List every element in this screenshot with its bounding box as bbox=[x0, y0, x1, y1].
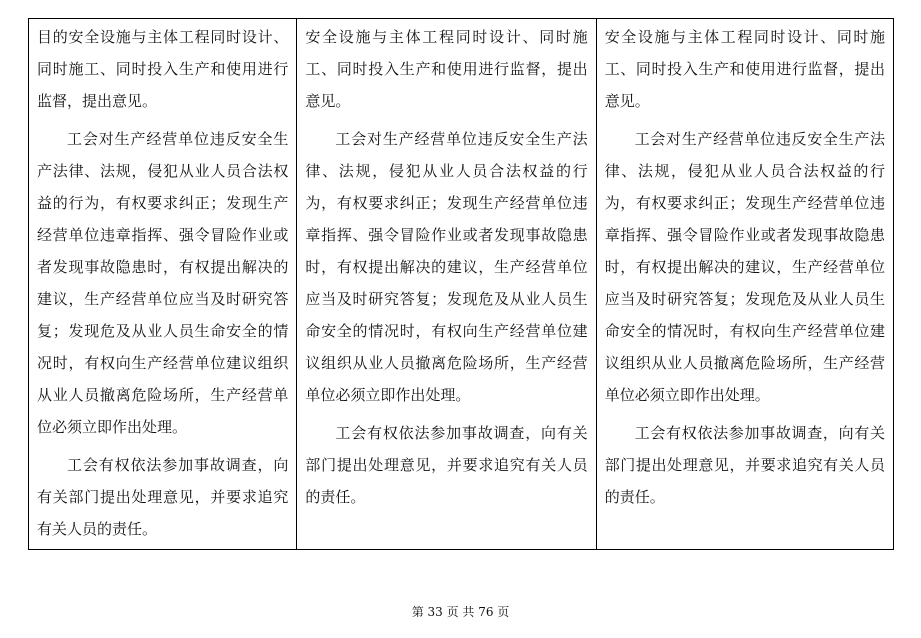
paragraph-continuation: 安全设施与主体工程同时设计、同时施工、同时投入生产和使用进行监督，提出意见。 bbox=[305, 28, 588, 110]
paragraph-continuation: 安全设施与主体工程同时设计、同时施工、同时投入生产和使用进行监督，提出意见。 bbox=[604, 28, 885, 110]
paragraph-accident-investigation: 工会有权依法参加事故调查，向有关部门提出处理意见，并要求追究有关人员的责任。 bbox=[604, 424, 885, 506]
table-column-3 bbox=[596, 19, 893, 549]
paragraph-accident-investigation: 工会有权依法参加事故调查，向有关部门提出处理意见，并要求追究有关人员的责任。 bbox=[305, 424, 588, 506]
paragraph-union-rights: 工会对生产经营单位违反安全生产法律、法规，侵犯从业人员合法权益的行为，有权要求纠正；发现生产经营单位违章指挥、强令冒险作业或者发现事故隐患时，有权提出解决的建议，生产经营单位应当及时研究答复；发现危及从业人员生命安全的情况时，有权向生产经营单位建议组织从业人员撤离危险场所，生产经营单位必须立即作出处理。 bbox=[604, 130, 885, 404]
paragraph-union-rights: 工会对生产经营单位违反安全生产法律、法规，侵犯从业人员合法权益的行为，有权要求纠正；发现生产经营单位违章指挥、强令冒险作业或者发现事故隐患时，有权提出解决的建议，生产经营单位应当及时研究答复；发现危及从业人员生命安全的情况时，有权向生产经营单位建议组织从业人员撤离危险场所，生产经营单位必须立即作出处理。 bbox=[305, 130, 588, 404]
table-column-2 bbox=[296, 19, 595, 549]
comparison-table bbox=[28, 18, 894, 550]
paragraph-continuation: 目的安全设施与主体工程同时设计、同时施工、同时投入生产和使用进行监督，提出意见。 bbox=[37, 28, 289, 110]
table-column-1 bbox=[29, 19, 296, 549]
page-number-footer: 第 33 页 共 76 页 bbox=[411, 605, 510, 619]
paragraph-union-rights: 工会对生产经营单位违反安全生产法律、法规，侵犯从业人员合法权益的行为，有权要求纠正；发现生产经营单位违章指挥、强令冒险作业或者发现事故隐患时，有权提出解决的建议，生产经营单位应当及时研究答复；发现危及从业人员生命安全的情况时，有权向生产经营单位建议组织从业人员撤离危险场所，生产经营单位必须立即作出处理。 bbox=[37, 130, 289, 436]
paragraph-accident-investigation: 工会有权依法参加事故调查，向有关部门提出处理意见，并要求追究有关人员的责任。 bbox=[37, 456, 289, 538]
